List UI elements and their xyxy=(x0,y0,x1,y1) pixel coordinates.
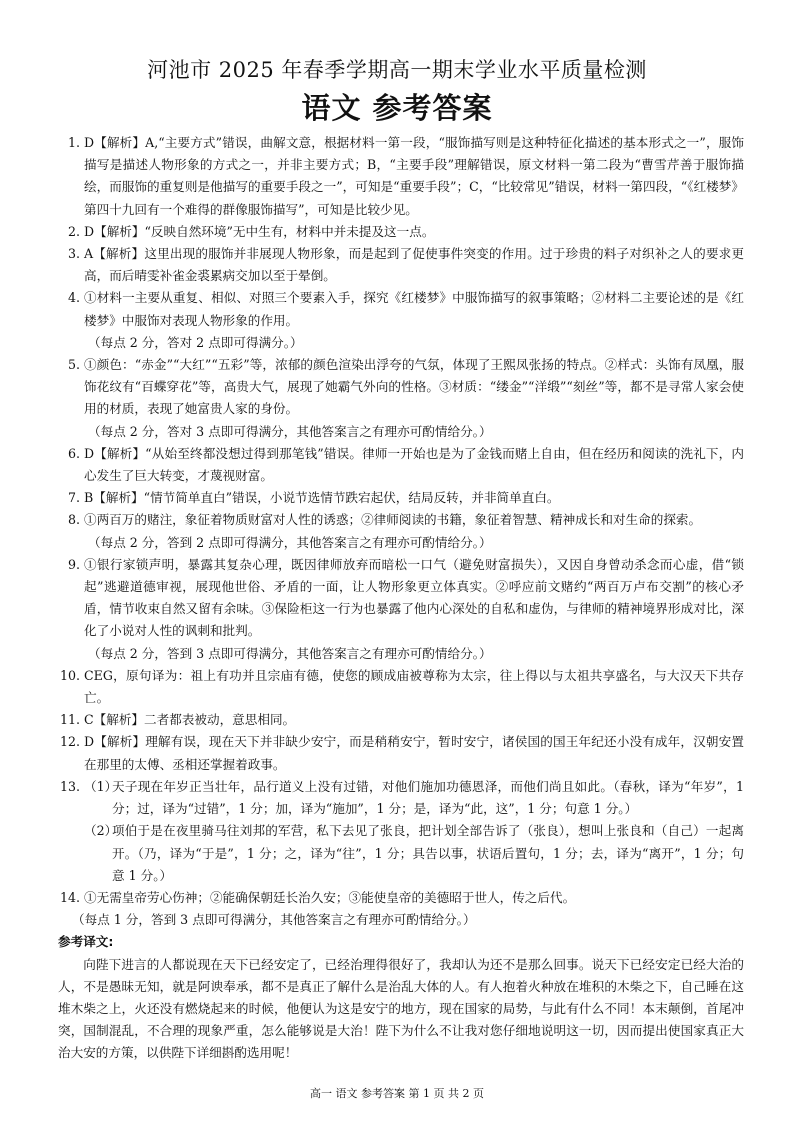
sub-answer-number: （1） xyxy=(84,778,118,794)
answer-number: 1. xyxy=(67,135,80,150)
answer-text: C【解析】二者都表被动，意思相同。 xyxy=(84,712,296,728)
translation-text: 向陛下进言的人都说现在天下已经安定了，已经治理得很好了，我却认为还不是那么回事。说天下已经安定已经大治的人，不是愚昧无知，就是阿谀奉承，都不是真正了解什么是治乱大体的人。有人抱着火种放在堆积的木柴之下，自己睡在这堆木柴之上，火还没有燃烧起来的时候，他便认为这是安宁的地方，现在国家的局势，与此有什么不同！本末颠倒，首尾冲突，国制混乱，不合理的现象严重，怎么能够说是大治！陛下为什么不让我对您仔细地说明这一切，因而提出使国家真正大治大安的方策，以供陛下详细斟酌选用呢！ xyxy=(58,956,744,1061)
scoring-note: （每点 2 分，答到 3 点即可得满分，其他答案言之有理亦可酌情给分。） xyxy=(88,645,492,661)
answer-text: CEG，原句译为：祖上有功并且宗庙有德，使您的顾成庙被尊称为太宗，往上得以与太祖共享盛名，与大汉天下共存亡。 xyxy=(84,667,744,706)
answer-2 xyxy=(58,221,744,243)
scoring-note: （每点 2 分，答对 3 点即可得满分，其他答案言之有理亦可酌情给分。） xyxy=(88,423,492,439)
answer-text: ①材料一主要从重复、相似、对照三个要素入手，探究《红楼梦》中服饰描写的叙事策略；②材料二主要论述的是《红楼梦》中服饰对表现人物形象的作用。 xyxy=(84,290,744,328)
answer-text: ①无需皇帝劳心伤神；②能确保朝廷长治久安；③能使皇帝的美德昭于世人，传之后代。 xyxy=(84,889,576,905)
answer-text: ①银行家锁声明，暴露其复杂心理，既因律师放弃而暗松一口气（避免财富损失），又因自身曾动杀念而心虚，借“锁起”逃避道德审视，展现他世俗、矛盾的一面，让人物形象更立体真实。②呼应前文赌约“两百万卢布交割”的核心矛盾，情节收束自然又留有余味。③保险柜这一行为也暴露了他内心深处的自私和虚伪，与律师的精神境界形成对比，深化了小说对人性的讽刺和批判。 xyxy=(84,556,744,639)
answer-11 xyxy=(58,709,744,731)
page-subtitle: 语文 参考答案 xyxy=(301,91,493,125)
answer-number: 9. xyxy=(67,556,80,572)
answer-number: 7. xyxy=(67,490,80,506)
answer-9 xyxy=(58,554,744,643)
sub-answer-text: 项伯于是在夜里骑马往刘邦的军营，私下去见了张良，把计划全部告诉了（张良），想叫上张良和（自己）一起离开。（乃，译为“于是”，1 分；之，译为“往”，1 分；具告以事，状语后置句，1 分；去，译为“离开”，1 分；句意 1 分。） xyxy=(112,823,744,883)
answer-number: 11. xyxy=(59,712,80,728)
answer-text: B【解析】“情节简单直白”错误，小说节选情节跌宕起伏，结局反转，并非简单直白。 xyxy=(84,490,560,506)
answer-5 xyxy=(58,354,744,421)
answer-number: 3. xyxy=(67,246,80,262)
answer-14 xyxy=(58,887,744,909)
scoring-note: （每点 2 分，答对 2 点即可得满分。） xyxy=(88,334,303,350)
sub-answer-text: 天子现在年岁正当壮年，品行道义上没有过错，对他们施加功德恩泽，而他们尚且如此。（春秋，译为“年岁”，1 分；过，译为“过错”，1 分；加，译为“施加”，1 分；是，译为“此，这”，1 分；句意 1 分。） xyxy=(112,778,744,817)
answer-number: 14. xyxy=(59,889,80,905)
answer-number: 13. xyxy=(59,778,80,794)
answer-number: 12. xyxy=(59,734,80,750)
answer-10 xyxy=(58,665,744,709)
answer-number: 10. xyxy=(59,667,80,683)
answer-3 xyxy=(58,243,744,287)
answer-number: 2. xyxy=(67,223,80,239)
answer-4 xyxy=(58,287,744,331)
scoring-note: （每点 1 分，答到 3 点即可得满分，其他答案言之有理亦可酌情给分。） xyxy=(72,912,476,928)
answer-text: ①颜色：“赤金”“大红”“五彩”等，浓郁的颜色渲染出浮夸的气氛，体现了王熙凤张扬的特点。②样式：头饰有凤凰，服饰花纹有“百蝶穿花”等，高贵大气，展现了她霸气外向的性格。③材质：“缕金”“洋缎”“刻丝”等，都不是寻常人家会使用的材质，表现了她富贵人家的身份。 xyxy=(84,357,744,417)
scoring-note: （每点 2 分，答到 2 点即可得满分，其他答案言之有理亦可酌情给分。） xyxy=(88,534,492,550)
answer-number: 4. xyxy=(67,290,80,306)
answer-text: D【解析】“反映自然环境”无中生有，材料中并未提及这一点。 xyxy=(84,223,435,239)
answer-text: D【解析】A,“主要方式”错误，曲解文意，根据材料一第一段，“服饰描写则是这种特征化描述的基本形式之一”，服饰描写是描述人物形象的方式之一，并非主要方式；B，“主要手段”理解错误，原文材料一第二段为“曹雪芹善于服饰描绘，而服饰的重复则是他描写的重要手段之一”，可知是“重要手段”；C，“比较常见”错误，材料一第四段，“《红楼梦》第四十九回有一个难得的群像服饰描写”，可知是比较少见。 xyxy=(84,135,744,217)
answer-number: 6. xyxy=(67,445,80,461)
page-title: 河池市 2025 年春季学期高一期末学业水平质量检测 xyxy=(147,58,647,82)
answer-text: D【解析】理解有误，现在天下并非缺少安宁，而是稍稍安宁，暂时安宁，诸侯国的国王年纪还小没有成年，汉朝安置在那里的太傅、丞相还掌握着政事。 xyxy=(84,734,744,772)
answer-7 xyxy=(58,487,744,509)
answer-12 xyxy=(58,731,744,775)
answer-6 xyxy=(58,443,744,487)
answer-text: A【解析】这里出现的服饰并非展现人物形象，而是起到了促使事件突变的作用。过于珍贵的料子对织补之人的要求更高，而后晴雯补雀金裘累病交加以至于晕倒。 xyxy=(84,246,744,284)
page-footer: 高一 语文 参考答案 第 1 页 共 2 页 xyxy=(310,1087,484,1100)
answer-number: 8. xyxy=(67,512,80,528)
answer-number: 5. xyxy=(67,357,80,373)
translation-heading: 参考译文: xyxy=(58,934,114,950)
answer-13-part-1 xyxy=(58,776,744,820)
answer-text: D【解析】“从始至终都没想过得到那笔钱”错误。律师一开始也是为了金钱而赌上自由，但在经历和阅读的洗礼下，内心发生了巨大转变，才蔑视财富。 xyxy=(84,445,744,484)
answer-1 xyxy=(58,132,744,221)
answer-text: ①两百万的赌注，象征着物质财富对人性的诱惑；②律师阅读的书籍，象征着智慧、精神成长和对生命的探索。 xyxy=(84,512,702,528)
answer-8 xyxy=(58,509,744,531)
answer-13-part-2 xyxy=(58,820,744,887)
answer-list xyxy=(58,132,744,1065)
sub-answer-number: （2） xyxy=(84,823,118,839)
